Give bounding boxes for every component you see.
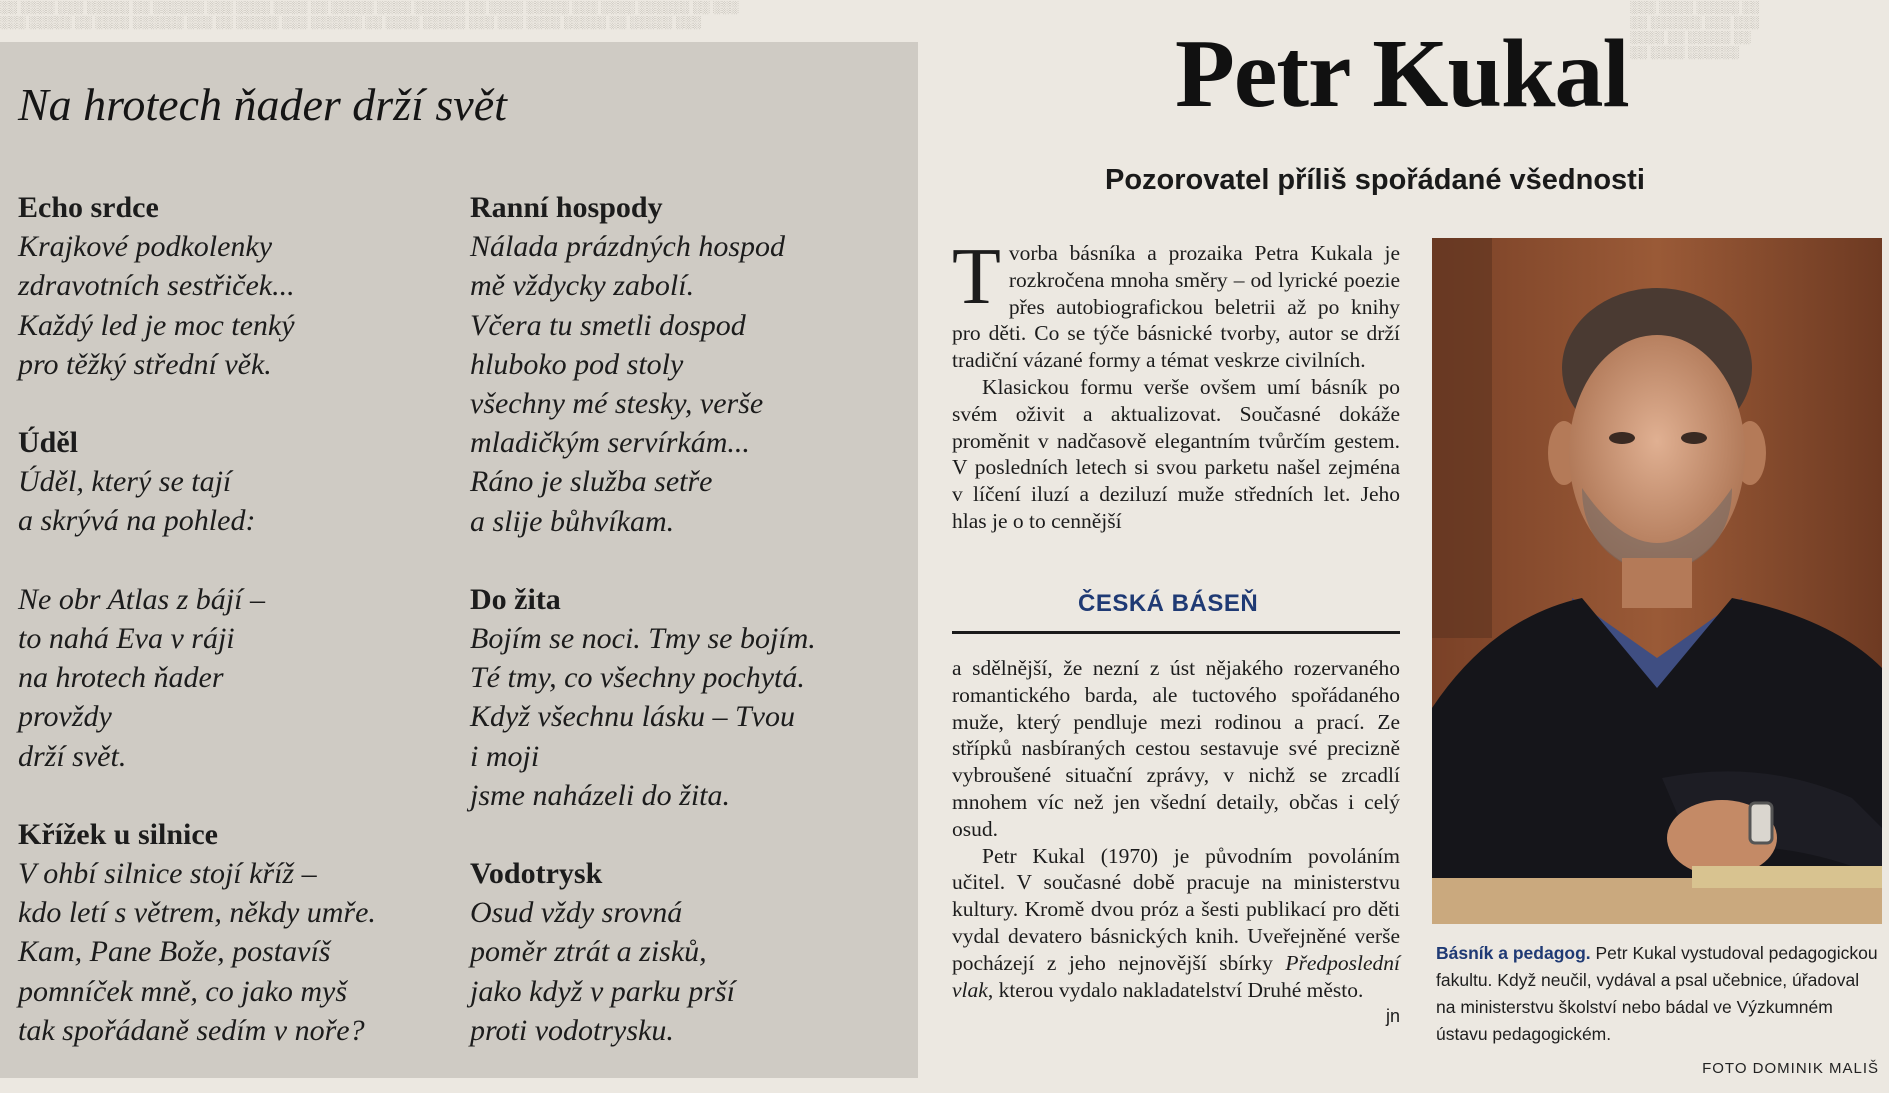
poem-line: V ohbí silnice stojí kříž – <box>18 857 317 891</box>
poem-line: a skrývá na pohled: <box>18 504 256 538</box>
poem-line: proti vodotrysku. <box>470 1013 674 1047</box>
poem-line: poměr ztrát a zisků, <box>470 935 707 969</box>
article-paragraph: Klasickou formu verše ovšem umí básník po svém oživit a aktualizovat. Současné dokáže proměnit v nadčasově elegantním tvůrčím gestem. V posledních letech si svou parketu našel zejména v líčení iluzí a deziluzí muže středních let. Jeho hlas je o to cennější <box>952 374 1400 533</box>
poem-title: Úděl <box>18 426 78 460</box>
poem-line: Ne obr Atlas z bájí – <box>18 582 265 616</box>
poem-line: Bojím se noci. Tmy se bojím. <box>470 622 816 656</box>
poem-title: Vodotrysk <box>470 857 603 891</box>
caption-text: Petr Kukal vystudoval pedagogickou fakultu. Když neučil, vydával a psal učebnice, úřadoval na ministerstvu školství nebo bádal ve Výzkumném ústavu pedagogickém. <box>1436 943 1878 1044</box>
paragraph-text: vorba básníka a prozaika Petra Kukala je rozkročena mnoha směry – od lyrické poezie přes autobiografickou beletrii až po knihy pro děti. Co se týče básnické tvorby, autor se drží tradiční vázané formy a témat veskrze civilních. <box>952 241 1400 373</box>
stanza-gap <box>470 815 910 854</box>
section-label: ČESKÁ BÁSEŇ <box>1078 590 1259 617</box>
article-headline: Petr Kukal <box>1175 20 1629 128</box>
poem-ranni-hospody <box>470 188 910 541</box>
poem-line: Ráno je služba setře <box>470 465 713 499</box>
article-paragraph <box>952 233 1400 374</box>
poem-line: drží svět. <box>18 739 127 773</box>
poem-line: Když všechnu lásku – Tvou <box>470 700 795 734</box>
poem-vodotrysk <box>470 854 910 1050</box>
poems-title: Na hrotech ňader drží svět <box>18 79 507 130</box>
poem-line-blank <box>18 541 458 580</box>
poem-title: Křížek u silnice <box>18 817 218 851</box>
poem-line: Osud vždy srovná <box>470 896 683 930</box>
article-subheadline: Pozorovatel příliš spořádané všednosti <box>1105 164 1645 196</box>
poem-title: Ranní hospody <box>470 191 663 224</box>
article-body-bottom <box>952 655 1400 1030</box>
poem-line: mladičkým servírkám... <box>470 426 750 460</box>
article-paragraph <box>952 843 1400 1027</box>
caption-lead: Básník a pedagog. <box>1436 943 1591 963</box>
article-body-top <box>952 233 1400 535</box>
poem-title: Echo srdce <box>18 191 159 224</box>
drop-cap: T <box>952 233 1001 321</box>
poem-line: Kam, Pane Bože, postavíš <box>18 935 331 969</box>
background-newsprint-top: ░░ ░░░░ ░░░ ░░░░░ ░░ ░░░░░░ ░░░ ░░░░ ░░░░ ░░ ░░░░░ ░░░░ ░░░░░░ ░░ ░░░░ ░░░░░ ░░░ ░░░░ ░░░░░░ ░░ ░░░ ░░░ ░░░░░ ░░ ░░░░ ░░░░░░ ░░░ ░░ ░░░░░ ░░░ ░░░░░░ ░░ ░░░░ ░░░░░ ░░░ ░░░ ░░░░ ░░░░░ ░░ ░░░░░ ░░░ <box>0 0 739 29</box>
paragraph-text: Petr Kukal (1970) je původním povoláním učitel. V současné době pracuje na ministerstvu kultury. Kromě dvou próz a šesti publikací pro děti vydal devatero básnických knih. Uveřejněné verše pocházejí z jeho nejnovější sbírky <box>952 843 1400 975</box>
poem-line: Té tmy, co všechny pochytá. <box>470 661 805 695</box>
stanza-gap <box>470 541 910 580</box>
poem-line: Úděl, který se tají <box>18 465 232 499</box>
poem-line: pro těžký střední věk. <box>18 347 272 381</box>
poem-line: jsme naházeli do žita. <box>470 778 730 812</box>
poem-line: Krajkové podkolenky <box>18 230 273 264</box>
poems-column-left <box>18 188 458 1050</box>
poem-line: Každý led je moc tenký <box>18 308 295 342</box>
photo-caption <box>1436 940 1882 1048</box>
poem-udel <box>18 423 458 776</box>
poem-line: kdo letí s větrem, někdy umře. <box>18 896 376 930</box>
photo-credit: FOTO DOMINIK MALIŠ <box>1702 1060 1879 1077</box>
poem-krizek-u-silnice <box>18 815 458 1050</box>
background-newsprint-right: ░░░ ░░░░ ░░░░░ ░░ ░░ ░░░░░░ ░░░ ░░░ ░░░░ ░░ ░░░░░ ░░ ░░ ░░░░ ░░░░░░ <box>1630 0 1760 59</box>
poem-line: a slije bůhvíkam. <box>470 504 675 538</box>
poem-line: zdravotních sestřiček... <box>18 269 295 303</box>
poem-line: na hrotech ňader <box>18 661 224 695</box>
poem-line: jako když v parku prší <box>470 974 735 1008</box>
poem-line: pomníček mně, co jako myš <box>18 974 348 1008</box>
poem-line: to nahá Eva v ráji <box>18 622 235 656</box>
poem-line: Včera tu smetli dospod <box>470 308 746 342</box>
portrait-photo <box>1432 238 1882 924</box>
poem-line: provždy <box>18 700 112 734</box>
section-divider <box>952 631 1400 634</box>
poem-line: i moji <box>470 739 540 773</box>
poem-echo-srdce <box>18 188 458 384</box>
article-paragraph: a sdělnější, že nezní z úst nějakého rozervaného romantického barda, ale tuctového spořádaného muže, který pendluje mezi rodinou a prací. Ze střípků nasbíraných cestou sestavuje své precizně vybroušené situační zprávy, v nichž se zrcadlí mnohem víc než jen všední detaily, občas i celý osud. <box>952 656 1400 841</box>
poems-column-right <box>470 188 910 1050</box>
poem-line: hluboko pod stoly <box>470 347 684 381</box>
poem-line: všechny mé stesky, verše <box>470 387 764 421</box>
poem-do-zita <box>470 580 910 815</box>
paragraph-text: , kterou vydalo nakladatelství Druhé město. <box>987 977 1364 1002</box>
poem-line: mě vždycky zabolí. <box>470 269 695 303</box>
poem-title: Do žita <box>470 582 561 616</box>
poem-line: tak spořádaně sedím v noře? <box>18 1013 365 1047</box>
poem-line: Nálada prázdných hospod <box>470 230 785 264</box>
stanza-gap <box>18 776 458 815</box>
author-signature: jn <box>1385 1006 1400 1027</box>
book-title: Předposlední vlak <box>952 950 1400 1002</box>
stanza-gap <box>18 384 458 423</box>
